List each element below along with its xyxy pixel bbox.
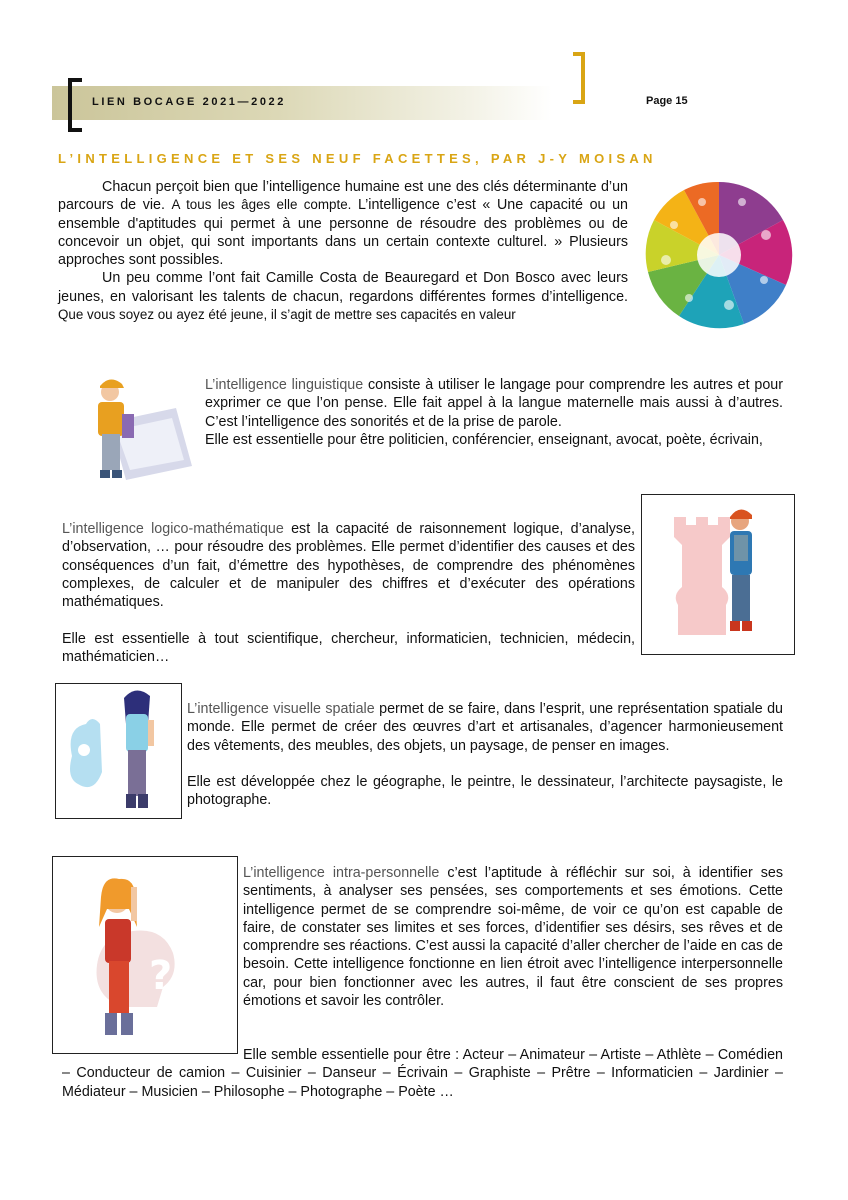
visual-text bbox=[187, 700, 783, 810]
linguistic-professions: Elle est essentielle pour être politicien, conférencier, enseignant, avocat, poète, écrivain, bbox=[205, 431, 763, 448]
linguistic-text bbox=[205, 376, 783, 449]
logical-spacer bbox=[62, 611, 635, 629]
header-bracket-right bbox=[573, 52, 585, 104]
visual-professions: Elle est développée chez le géographe, le peintre, le dessinateur, l’architecte paysagiste, le photographe. bbox=[187, 774, 783, 809]
header-bracket-left bbox=[68, 78, 82, 132]
intra-illustration bbox=[52, 856, 238, 1054]
magazine-title: LIEN BOCAGE 2021—2022 bbox=[92, 96, 286, 108]
visual-illustration bbox=[55, 683, 182, 819]
intro-paragraph-2: Un peu comme l’ont fait Camille Costa de Beauregard et Don Bosco avec leurs jeunes, en valorisant les talents de chacun, regardons différentes formes d’intelligence. Que vous soyez ou ayez été jeune, il s’agit de mettre ses capacités en valeur bbox=[58, 270, 628, 323]
svg-text:?: ? bbox=[149, 953, 173, 999]
intra-text bbox=[243, 864, 783, 1010]
intra-paragraph: L’intelligence intra-personnelle c’est l’aptitude à réfléchir sur soi, à identifier ses sentiments, à analyser ses pensées, ses comportements et ses émotions. Cette intelligence permet de se comprendre soi-même, de voir ce qu’on est capable de faire, de constater ses limites et ses forces, d’identifier ses désirs, ses rêves et de comprendre ses réactions. C’est aussi la capacité d’aller chercher de l’aide en cas de besoin. Cette intelligence fonctionne en lien étroit avec l’intelligence interpersonnelle car, pour bien fonctionner avec les autres, il faut être conscient de ses propres émotions et savoir les contrôler. bbox=[243, 865, 783, 1010]
linguistic-paragraph: L’intelligence linguistique consiste à utiliser le langage pour comprendre les autres et pour exprimer ce que l’on pense. Elle fait appel à la langue maternelle mais aussi à d’autres. C’est l’intelligence des sonorités et de la prise de parole. bbox=[205, 377, 783, 430]
logical-illustration bbox=[641, 494, 795, 655]
article-title: L’INTELLIGENCE ET SES NEUF FACETTES, PAR J-Y MOISAN bbox=[58, 151, 657, 166]
intro-text bbox=[58, 178, 628, 324]
intro-paragraph-1: Chacun perçoit bien que l’intelligence humaine est une des clés déterminante d’un parcours de vie. A tous les âges elle compte. L’intelligence c’est « Une capacité ou un ensemble d'aptitudes qui permet à une personne de résoudre des problèmes ou de concevoir un objet, qui sont importants dans un certain contexte culturel. » Plusieurs approches sont possibles. bbox=[58, 179, 628, 269]
visual-paragraph: L’intelligence visuelle spatiale permet de se faire, dans l’esprit, une représentation spatiale du monde. Elle permet de créer des œuvres d’art et artisanales, d’agencer harmonieusement des vêtements, des meubles, des objets, un paysage, de penser en images. bbox=[187, 701, 783, 754]
linguistic-illustration bbox=[76, 372, 196, 490]
intra-professions: Elle semble essentielle pour être : Acteur – Animateur – Artiste – Athlète – Comédien – Conducteur de camion – Cuisinier – Danseur – Écrivain – Graphiste – Prêtre – Informaticien – Jardinier – Médiateur – Musicien – Philosophe – Photographe – Poète … bbox=[62, 1047, 783, 1100]
visual-spacer bbox=[187, 755, 783, 773]
logical-text bbox=[62, 520, 635, 666]
page-number: Page 15 bbox=[646, 95, 688, 107]
intelligence-circle-illustration bbox=[644, 180, 794, 330]
logical-professions: Elle est essentielle à tout scientifique, chercheur, informaticien, technicien, médecin, mathématicien… bbox=[62, 630, 635, 666]
logical-paragraph: L’intelligence logico-mathématique est la capacité de raisonnement logique, d’analyse, d’observation, … pour résoudre des problèmes. Elle permet d’identifier des causes et des conséquences d’un fait, d’émettre des hypothèses, de comprendre des phénomènes complexes, de calculer et de manipuler des chiffres et d’exécuter des opérations mathématiques. bbox=[62, 521, 635, 611]
